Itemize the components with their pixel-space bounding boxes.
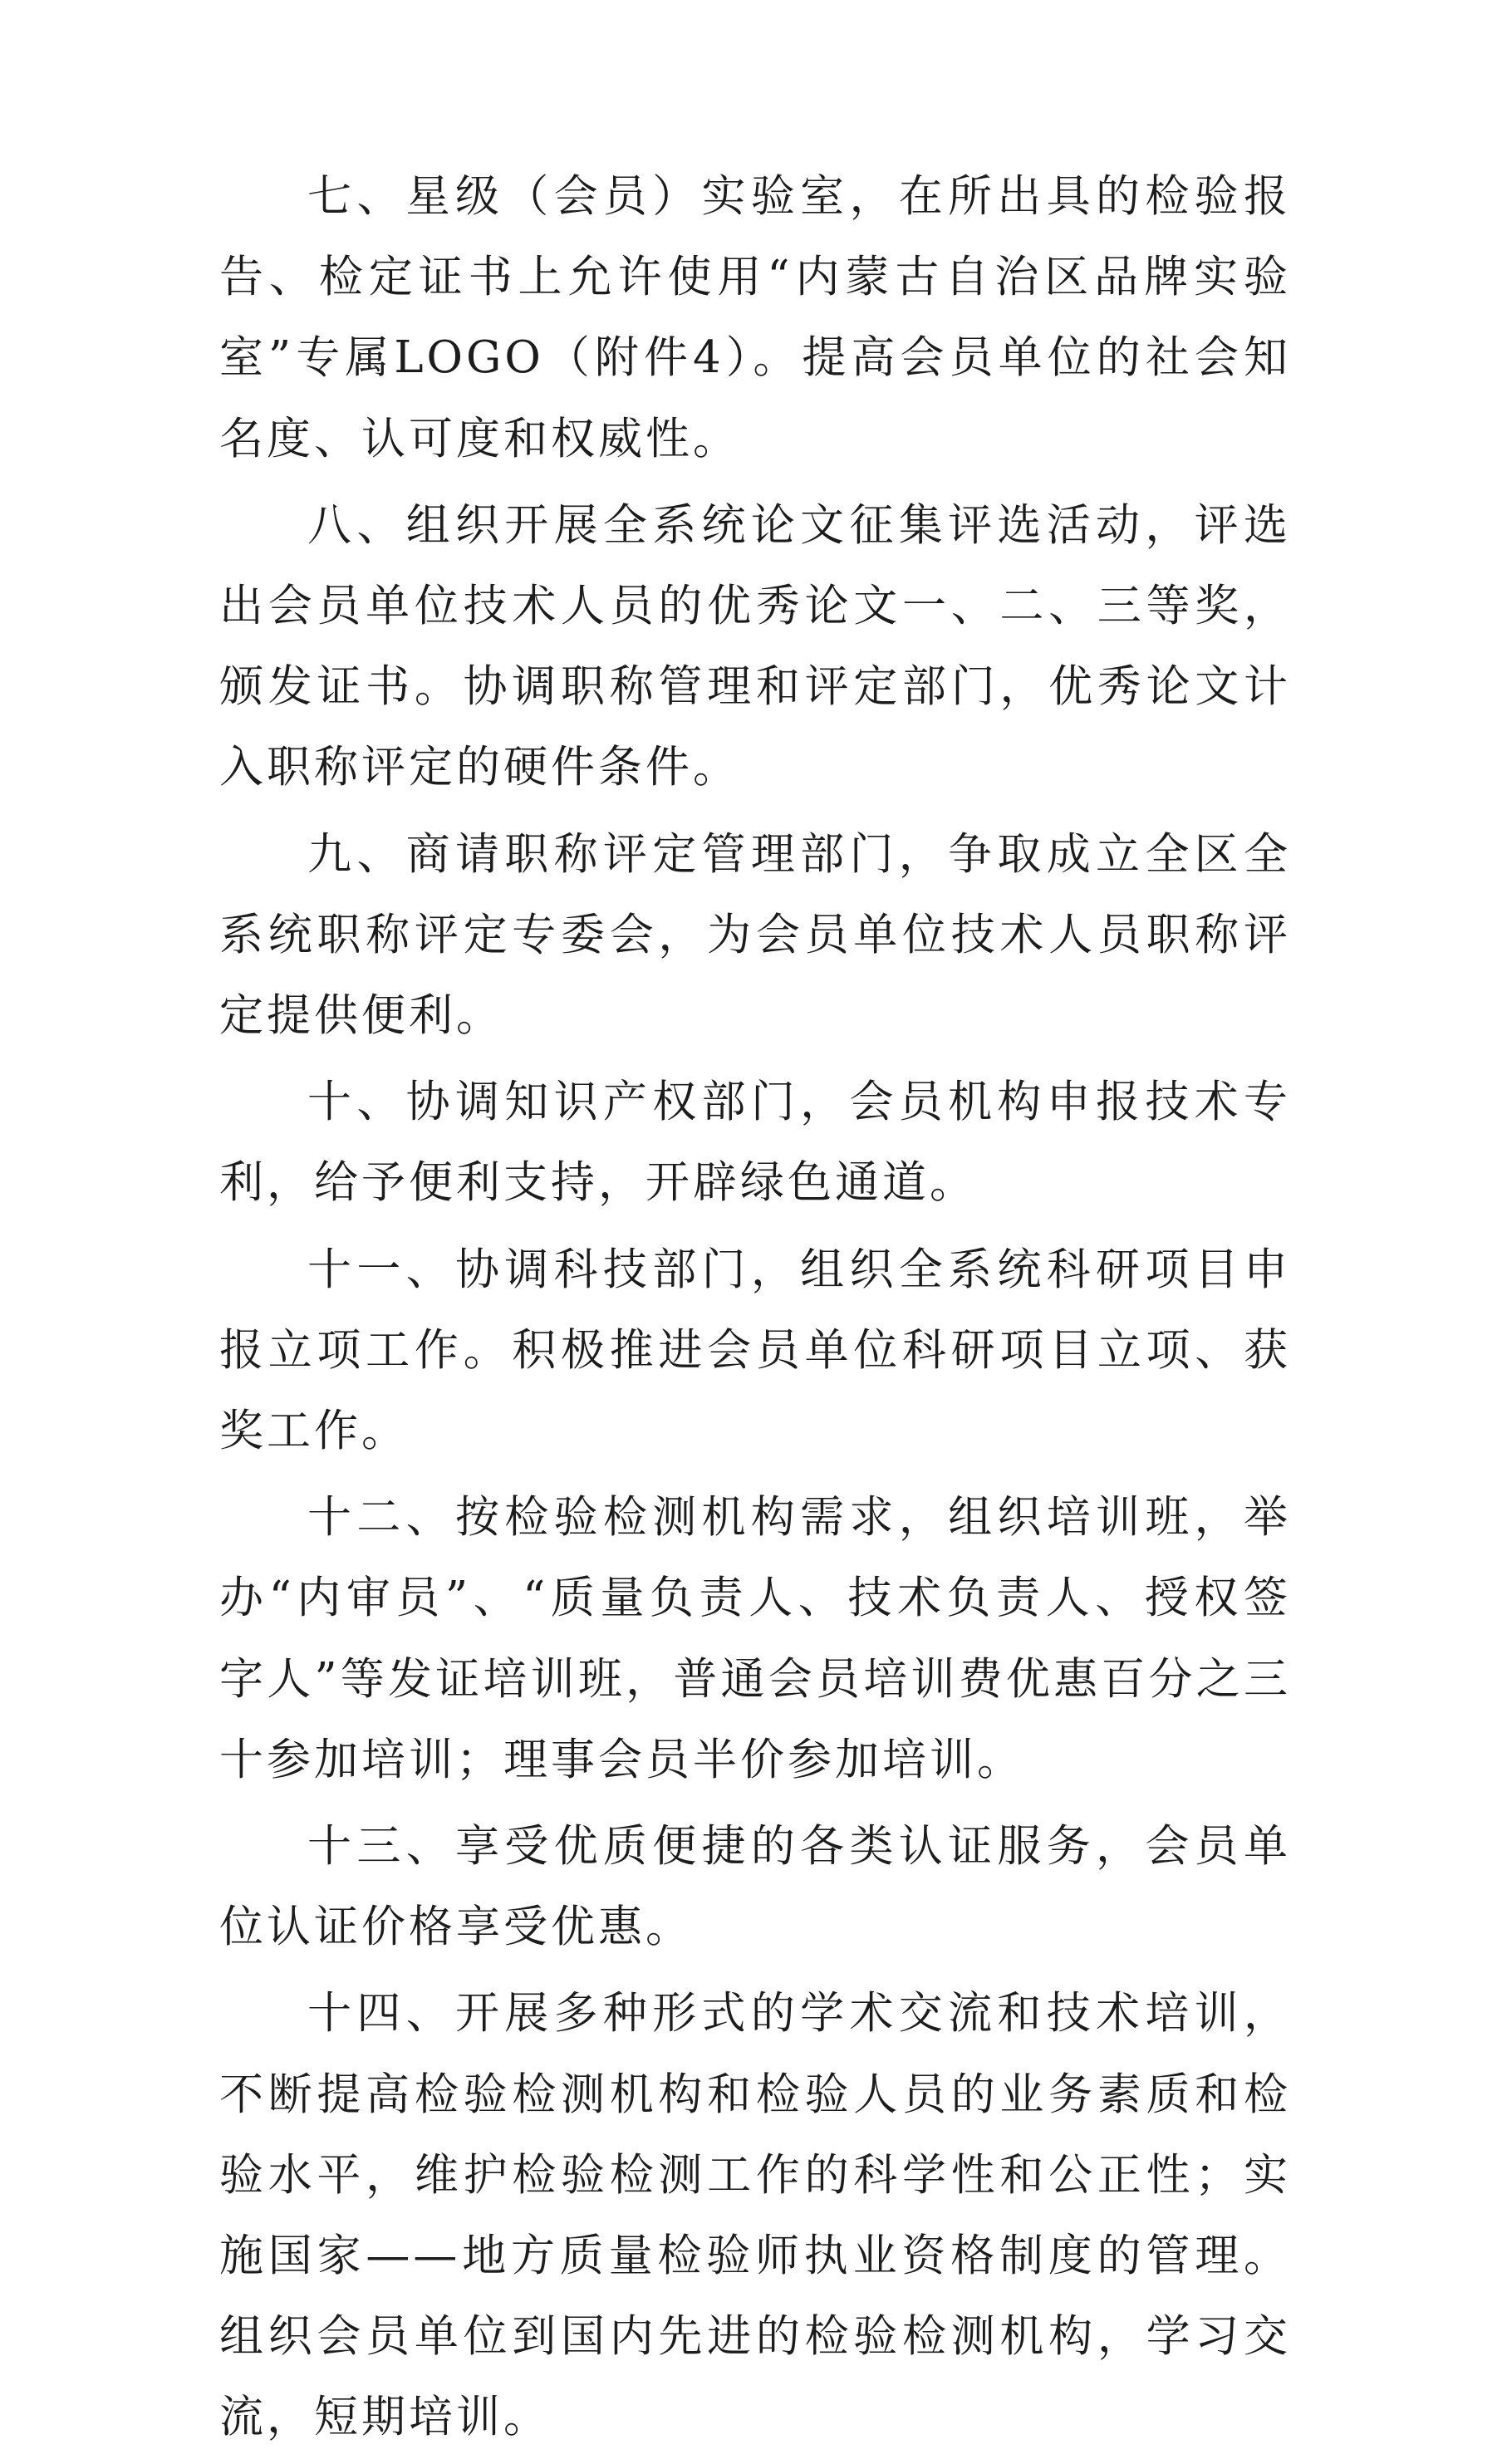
paragraph-9-title-evaluation: 九、商请职称评定管理部门，争取成立全区全系统职称评定专委会，为会员单位技术人员职称评定提供便利。 (219, 828, 1291, 1042)
paragraph-12-training: 十二、按检验检测机构需求，组织培训班，举办“内审员”、“质量负责人、技术负责人、授权签字人”等发证培训班，普通会员培训费优惠百分之三十参加培训；理事会员半价参加培训。 (219, 1492, 1291, 1785)
paragraph-7-star-laboratory: 七、星级（会员）实验室，在所出具的检验报告、检定证书上允许使用“内蒙古自治区品牌实验室”专属LOGO（附件4）。提高会员单位的社会知名度、认可度和权威性。 (219, 171, 1291, 464)
paragraph-10-patents: 十、协调知识产权部门，会员机构申报技术专利，给予便利支持，开辟绿色通道。 (219, 1077, 1291, 1209)
paragraph-8-paper-selection: 八、组织开展全系统论文征集评选活动，评选出会员单位技术人员的优秀论文一、二、三等奖，颁发证书。协调职称管理和评定部门，优秀论文计入职称评定的硬件条件。 (219, 499, 1291, 793)
document-body (219, 156, 1291, 2464)
paragraph-13-certification: 十三、享受优质便捷的各类认证服务，会员单位认证价格享受优惠。 (219, 1821, 1291, 1953)
paragraph-14-academic-exchange: 十四、开展多种形式的学术交流和技术培训，不断提高检验检测机构和检验人员的业务素质和检验水平，维护检验检测工作的科学性和公正性；实施国家——地方质量检验师执业资格制度的管理。组织会员单位到国内先进的检验检测机构，学习交流，短期培训。 (219, 1988, 1291, 2443)
paragraph-11-research-projects: 十一、协调科技部门，组织全系统科研项目申报立项工作。积极推进会员单位科研项目立项、获奖工作。 (219, 1244, 1291, 1457)
